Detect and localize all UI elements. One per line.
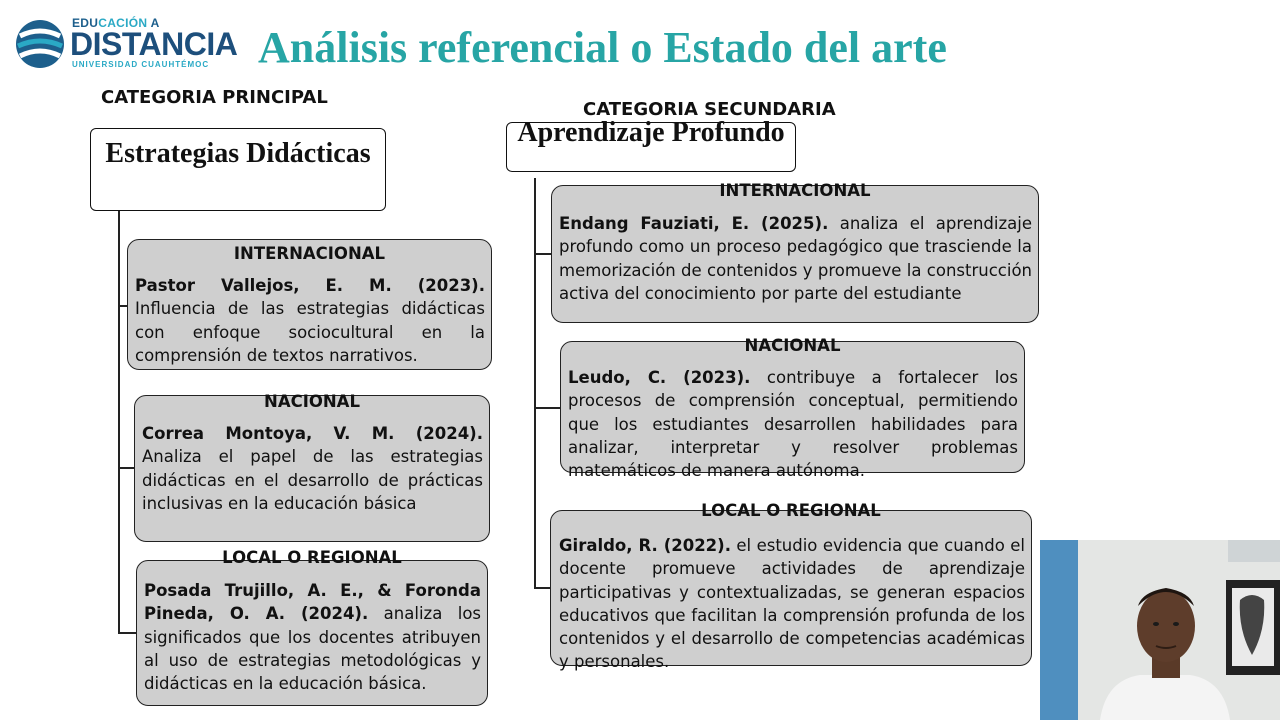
card-text: Giraldo, R. (2022). el estudio evidencia que cuando el docente promueve actividades de aprendizaje participativas y contextualizadas, se generan espacios educativos que facilitan la comprensión profunda de los contenidos y el desarrollo de competencias académicas y personales. (559, 536, 1025, 672)
card-text: Leudo, C. (2023). contribuye a fortalecer los procesos de comprensión conceptual, permitiendo que los estudiantes desarrollen habilidades para analizar, interpretar y resolver problemas matemáticos de manera autónoma. (568, 368, 1018, 481)
card-heading: NACIONAL (744, 336, 841, 355)
secondary-card-international (551, 181, 1039, 323)
logo-line1: EDUCACIÓN A (72, 16, 160, 30)
primary-card-local (136, 548, 488, 706)
primary-heading: Estrategias Didácticas (105, 138, 371, 169)
primary-heading-box (90, 128, 386, 211)
secondary-category-label: CATEGORIA SECUNDARIA (583, 99, 836, 120)
primary-connector-vertical (118, 211, 120, 633)
logo (14, 14, 238, 74)
card-heading: LOCAL O REGIONAL (222, 548, 402, 567)
secondary-connector-1 (534, 253, 552, 255)
slide-title: Análisis referencial o Estado del arte (258, 23, 947, 72)
secondary-connector-3 (534, 587, 551, 589)
card-text: Posada Trujillo, A. E., & Foronda Pineda, O. A. (2024). analiza los significados que los docentes atribuyen al uso de estrategias metodológicas y didácticas en la educación básica. (144, 581, 482, 694)
primary-connector-2 (118, 467, 135, 469)
card-heading: NACIONAL (264, 392, 360, 411)
secondary-card-national (560, 336, 1025, 481)
card-text: Correa Montoya, V. M. (2024). Analiza el papel de las estrategias didácticas en el desarrollo de prácticas inclusivas en la educación básica (142, 424, 483, 513)
logo-line3: UNIVERSIDAD CUAUHTÉMOC (72, 60, 210, 69)
secondary-card-local (550, 501, 1032, 672)
card-heading: INTERNACIONAL (719, 181, 871, 200)
card-heading: INTERNACIONAL (233, 244, 386, 263)
card-text: Pastor Vallejos, E. M. (2023). Influencia de las estrategias didácticas con enfoque sociocultural en la comprensión de textos narrativos. (135, 276, 485, 365)
primary-connector-3 (118, 632, 136, 634)
presenter-image (1040, 540, 1280, 720)
primary-category-label: CATEGORIA PRINCIPAL (101, 87, 328, 108)
logo-line2: DISTANCIA (70, 26, 238, 62)
secondary-heading-box (506, 117, 796, 172)
logo-icon (14, 18, 66, 70)
primary-card-international (127, 239, 492, 370)
secondary-heading: Aprendizaje Profundo (517, 117, 785, 148)
card-heading: LOCAL O REGIONAL (701, 501, 881, 520)
secondary-connector-vertical (534, 178, 536, 588)
webcam-video (1040, 540, 1280, 720)
primary-card-national (134, 392, 490, 542)
secondary-connector-2 (534, 407, 561, 409)
card-text: Endang Fauziati, E. (2025). analiza el aprendizaje profundo como un proceso pedagógico que trasciende la memorización de contenidos y promueve la construcción activa del conocimiento por parte del estudiante (559, 214, 1032, 303)
